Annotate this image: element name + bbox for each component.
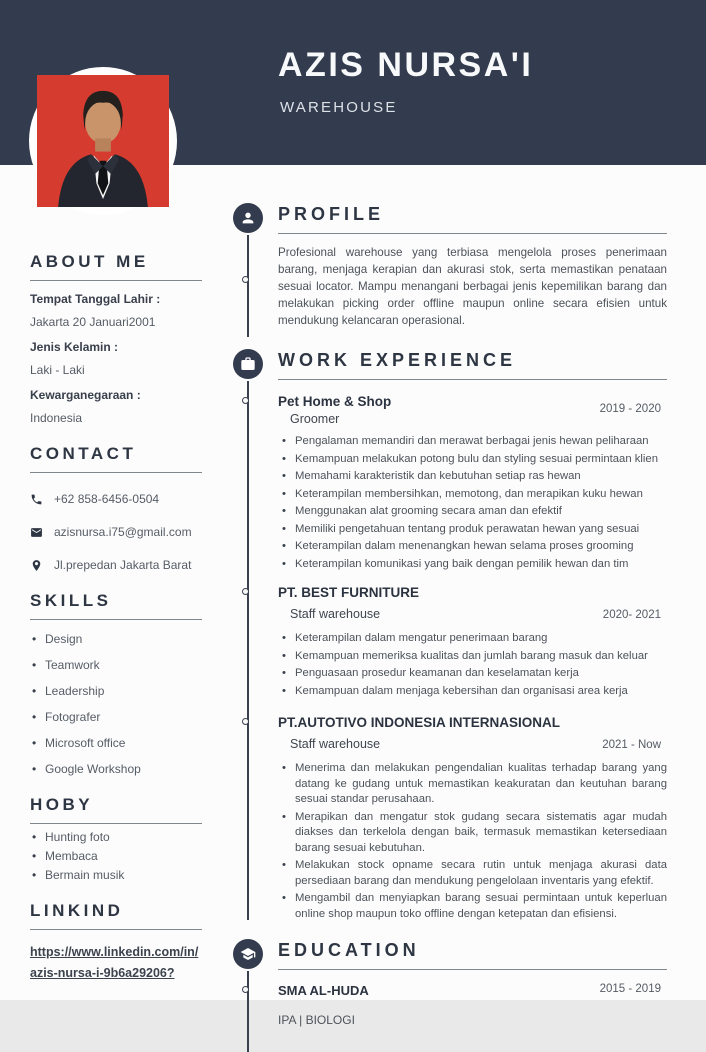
contact-heading: CONTACT [30, 444, 137, 463]
skill-item: • Teamwork [30, 658, 202, 672]
work-experience-section [233, 350, 667, 922]
contact-divider [30, 472, 202, 473]
skills-heading: SKILLS [30, 591, 112, 610]
job-company: PT. BEST FURNITURE [278, 585, 420, 600]
hoby-item: • Bermain musik [30, 868, 202, 882]
linkind-section [30, 901, 202, 984]
job-bullet: • Menggunakan alat grooming secara aman dan efektif [278, 504, 667, 520]
about-divider [30, 280, 202, 281]
timeline-line [247, 971, 249, 1052]
timeline-marker [242, 718, 249, 725]
skill-item: • Microsoft office [30, 736, 202, 750]
profile-heading: PROFILE [278, 204, 385, 224]
skills-section [30, 591, 202, 776]
work-experience-divider [278, 379, 667, 380]
job-bullet-list [278, 434, 667, 572]
education-entry [278, 983, 667, 1027]
contact-phone-row [30, 492, 202, 506]
job-title: WAREHOUSE [280, 99, 398, 116]
education-section [233, 940, 667, 1040]
job-bullet: • Kemampuan melakukan potong bulu dan styling sesuai permintaan klien [278, 452, 667, 468]
profile-photo [29, 67, 177, 215]
contact-email-row [30, 525, 202, 539]
about-field-label: Kewarganegaraan : [30, 388, 141, 402]
profile-divider [278, 233, 667, 234]
education-period: 2015 - 2019 [599, 983, 661, 995]
job-bullet: • Keterampilan dalam mengatur penerimaan barang [278, 631, 667, 647]
about-field-label: Tempat Tanggal Lahir : [30, 292, 161, 306]
education-heading: EDUCATION [278, 940, 420, 960]
phone-number: +62 858-6456-0504 [54, 492, 160, 506]
job-bullet: • Kemampuan dalam menjaga kebersihan dan organisasi area kerja [278, 684, 667, 700]
job-role: Groomer [290, 412, 340, 426]
timeline-marker [242, 276, 249, 283]
hoby-heading: HOBY [30, 795, 94, 814]
skill-item: • Fotografer [30, 710, 202, 724]
job-period: 2019 - 2020 [599, 403, 661, 415]
profile-section-badge [233, 203, 263, 233]
hoby-section [30, 795, 202, 882]
job-bullet: • Menerima dan melakukan pengendalian kualitas terhadap barang yang datang ke gudang untuk memastikan keakuratan dan keutuhan barang sesuai standar perusahaan. [278, 761, 667, 808]
hoby-divider [30, 823, 202, 824]
education-detail: IPA | BIOLOGI [278, 1013, 355, 1027]
job-bullet: • Penguasaan prosedur keamanan dan keselamatan kerja [278, 666, 667, 682]
sidebar [30, 252, 202, 984]
work-section-badge [233, 349, 263, 379]
hoby-list [30, 830, 202, 882]
job-bullet: • Merapikan dan mengatur stok gudang secara sistematis agar mudah diakses dan terkelola dengan baik, termasuk memastikan ketersediaan barang sesuai kebutuhan. [278, 810, 667, 857]
job-role: Staff warehouse [290, 607, 381, 621]
skill-item: • Google Workshop [30, 762, 202, 776]
email-address: azisnursa.i75@gmail.com [54, 525, 192, 539]
linkedin-link[interactable]: https://www.linkedin.com/in/azis-nursa-i-9b6a29206? [30, 945, 199, 980]
job-bullet: • Keterampilan membersihkan, memotong, dan merapikan kuku hewan [278, 487, 667, 503]
about-field-value: Indonesia [30, 411, 83, 425]
email-icon [30, 526, 43, 539]
job-role: Staff warehouse [290, 737, 381, 751]
linkind-heading: LINKIND [30, 901, 124, 920]
graduation-cap-icon [240, 946, 256, 962]
job-bullet: • Keterampilan dalam menenangkan hewan selama proses grooming [278, 539, 667, 555]
job-bullet: • Mengambil dan menyiapkan barang sesuai permintaan untuk keperluan online shop maupun toko offline dengan ketepatan dan efisiensi. [278, 891, 667, 922]
education-school: SMA AL-HUDA [278, 983, 369, 998]
phone-icon [30, 493, 43, 506]
job-bullet: • Pengalaman memandiri dan merawat berbagai jenis hewan peliharaan [278, 434, 667, 450]
job-bullet-list [278, 631, 667, 699]
skill-item: • Design [30, 632, 202, 646]
education-section-badge [233, 939, 263, 969]
education-divider [278, 969, 667, 970]
job-company: PT.AUTOTIVO INDONESIA INTERNASIONAL [278, 715, 561, 730]
contact-location-row [30, 558, 202, 572]
job-entry [278, 585, 667, 699]
skills-divider [30, 619, 202, 620]
about-field-label: Jenis Kelamin : [30, 340, 119, 354]
job-bullet: • Memahami karakteristik dan kebutuhan setiap ras hewan [278, 469, 667, 485]
main-column [233, 204, 667, 1040]
job-bullet: • Keterampilan komunikasi yang baik dengan pemilik hewan dan tim [278, 557, 667, 573]
location-icon [30, 559, 43, 572]
skills-list [30, 632, 202, 776]
person-icon [240, 210, 256, 226]
linkind-divider [30, 929, 202, 930]
timeline-line [247, 235, 249, 337]
contact-section [30, 444, 202, 572]
job-entry [278, 394, 667, 572]
about-field-value: Jakarta 20 Januari2001 [30, 315, 156, 329]
briefcase-icon [240, 356, 256, 372]
skill-item: • Leadership [30, 684, 202, 698]
job-period: 2020- 2021 [602, 609, 661, 621]
job-company: Pet Home & Shop [278, 394, 392, 409]
timeline-marker [242, 588, 249, 595]
person-portrait-illustration [37, 75, 169, 207]
address: Jl.prepedan Jakarta Barat [54, 558, 192, 572]
person-name: AZIS NURSA'I [278, 46, 534, 84]
hoby-item: • Hunting foto [30, 830, 202, 844]
work-experience-heading: WORK EXPERIENCE [278, 350, 517, 370]
job-bullet: • Melakukan stock opname secara rutin untuk menjaga akurasi data persediaan barang dan mendukung pengelolaan inventaris yang efektif. [278, 858, 667, 889]
job-bullet-list [278, 761, 667, 922]
timeline-marker [242, 397, 249, 404]
job-bullet: • Kemampuan memeriksa kualitas dan jumlah barang masuk dan keluar [278, 649, 667, 665]
hoby-item: • Membaca [30, 849, 202, 863]
about-field-value: Laki - Laki [30, 363, 85, 377]
profile-section [233, 204, 667, 329]
about-heading: ABOUT ME [30, 252, 149, 271]
timeline-marker [242, 986, 249, 993]
about-section [30, 252, 202, 425]
job-bullet: • Memiliki pengetahuan tentang produk perawatan hewan yang sesuai [278, 522, 667, 538]
timeline-line [247, 381, 249, 920]
job-period: 2021 - Now [602, 739, 661, 751]
job-entry [278, 715, 667, 922]
profile-text: Profesional warehouse yang terbiasa mengelola proses penerimaan barang, menjaga kerapian dan akurasi stok, serta memastikan penataan sesuai locator. Mampu menangani berbagai jenis kepemilikan barang dan melakukan picking order offline maupun online secara efisien untuk mendukung kelancaran operasional. [278, 246, 667, 327]
